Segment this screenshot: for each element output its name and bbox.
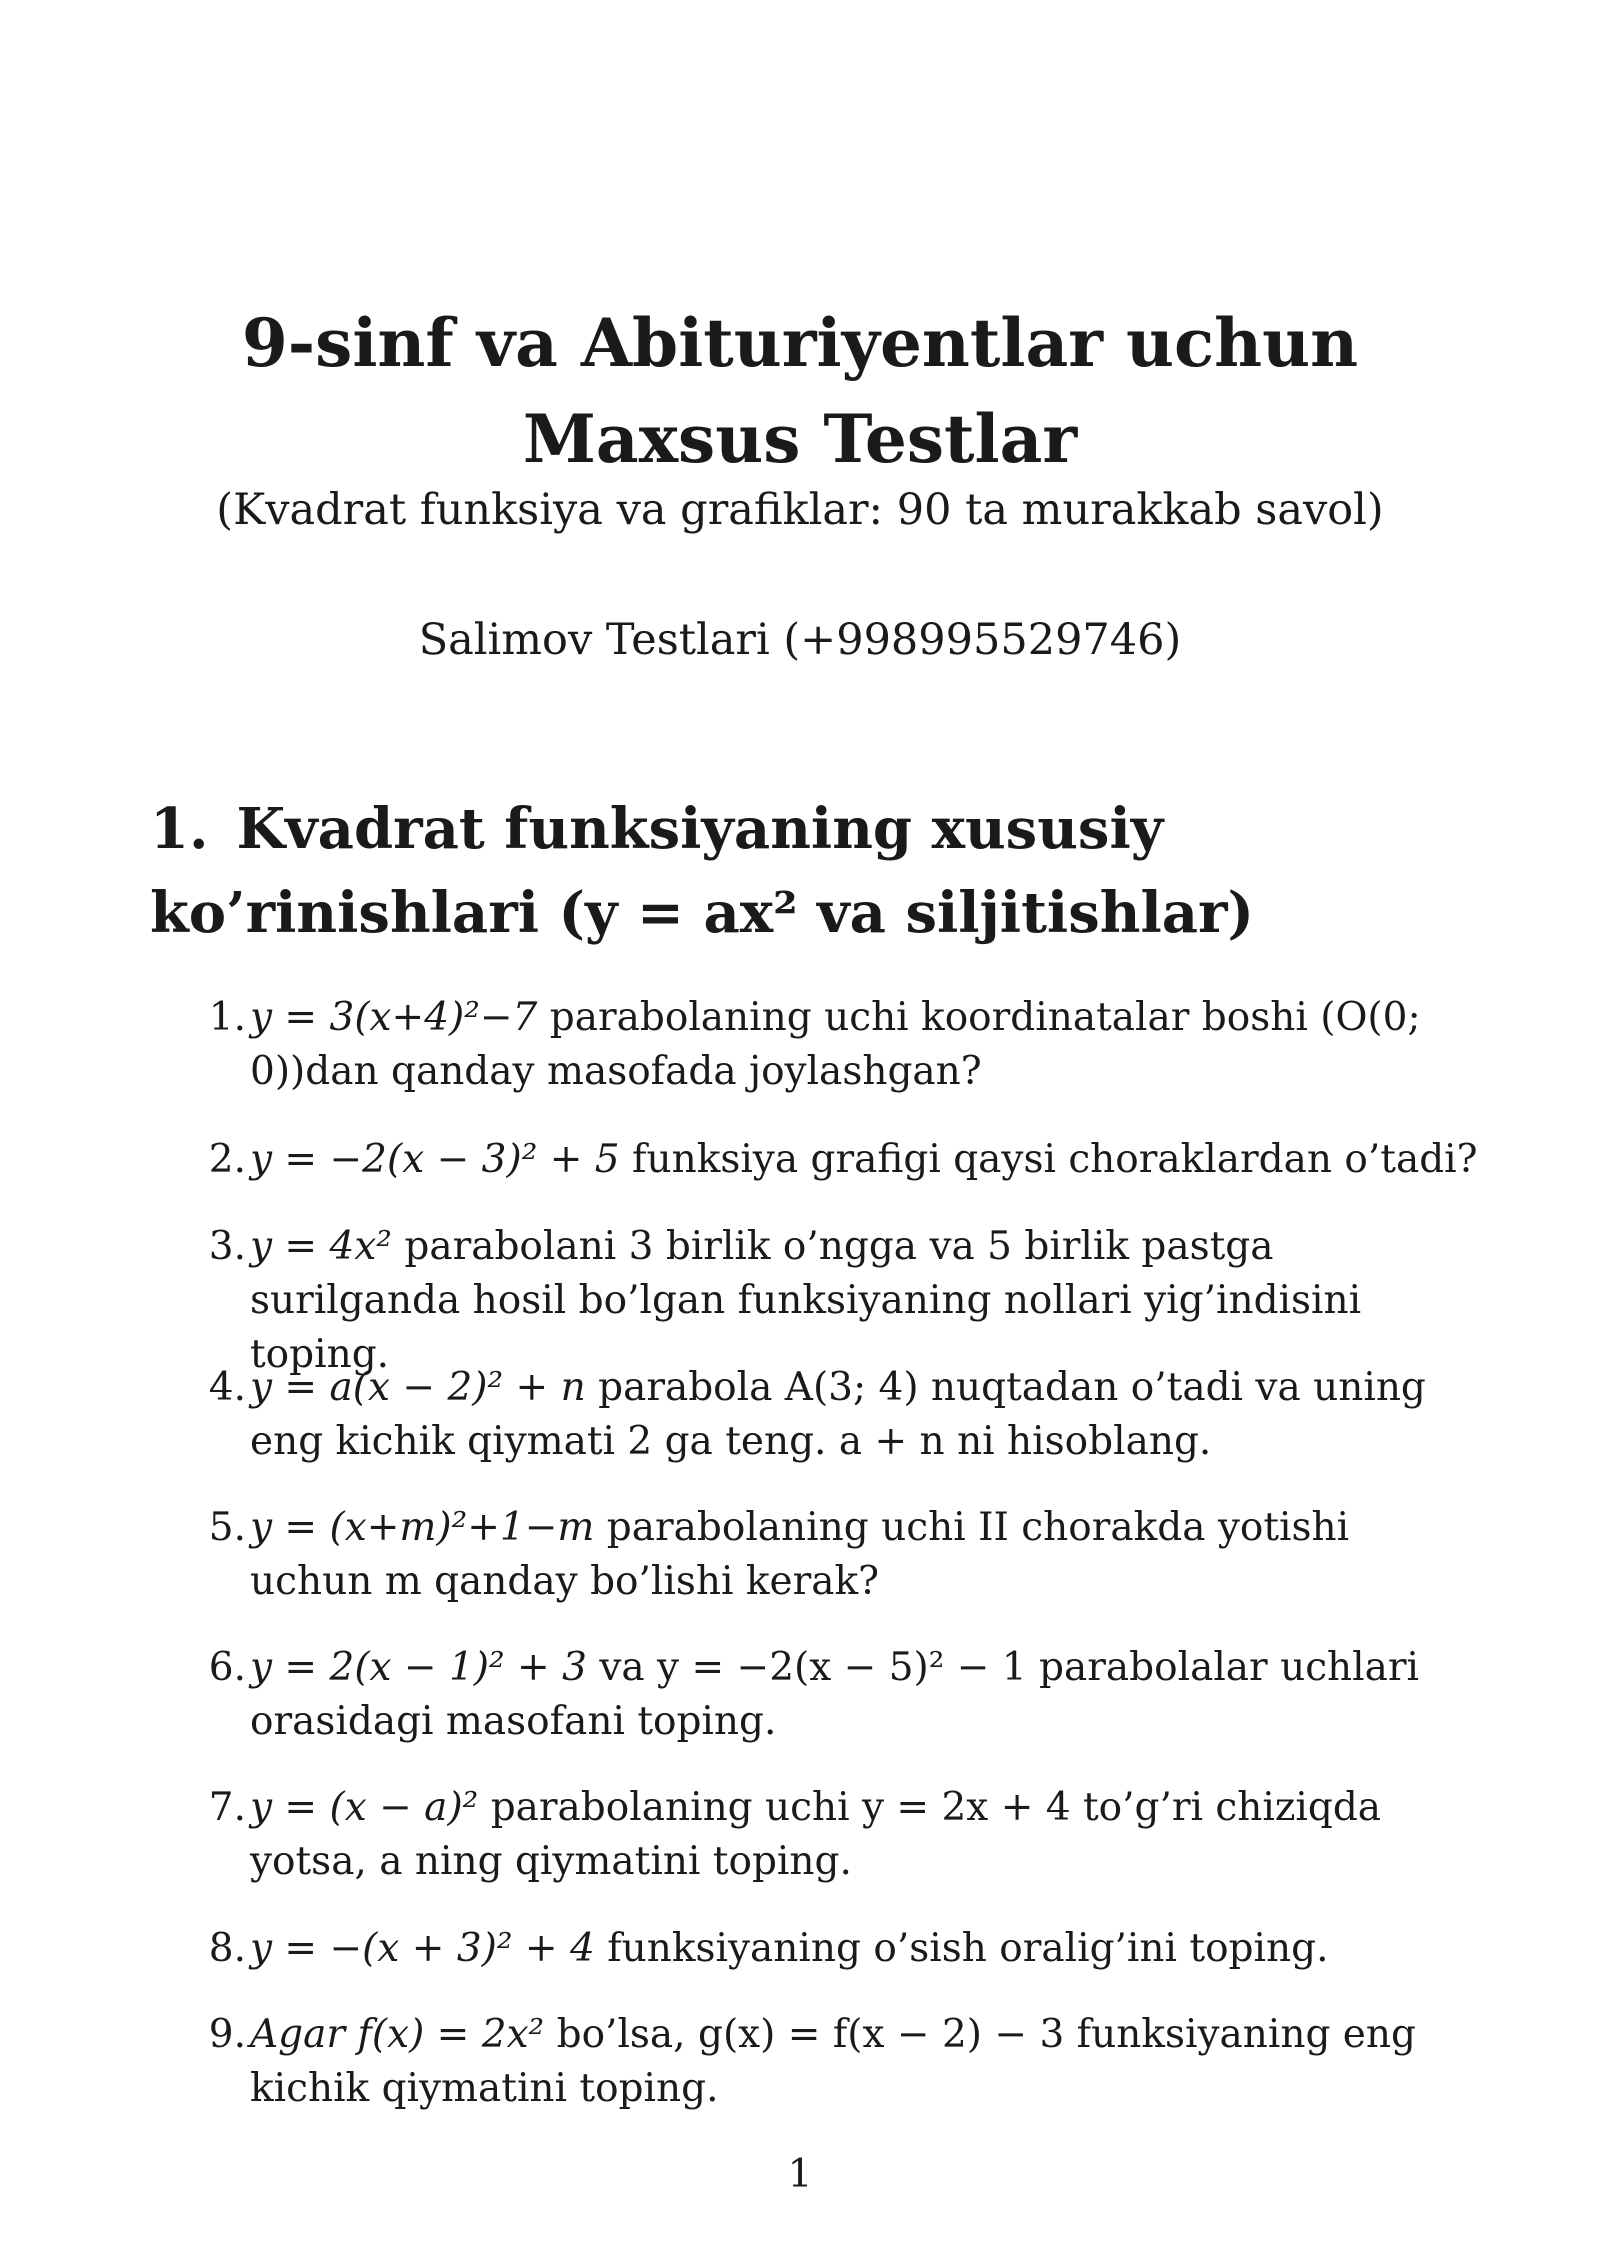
question-body: bo’lsa, g(x) = f(x − 2) − 3 funksiyaning eng kichik qiymatini toping. [250, 2012, 1416, 2111]
question-formula: y = −(x + 3)² + 4 [250, 1926, 595, 1971]
question-text [250, 2008, 1480, 2116]
question-number: 8. [208, 1926, 246, 1971]
section-number: 1. [150, 796, 209, 862]
question-item [190, 1501, 1480, 1609]
question-item [190, 1220, 1480, 1382]
question-body: parabolaning uchi II chorakda yotishi uchun m qanday bo’lishi kerak? [250, 1505, 1350, 1604]
question-text [250, 1641, 1480, 1749]
question-formula: y = a(x − 2)² + n [250, 1365, 586, 1410]
question-text [250, 1501, 1480, 1609]
question-item [190, 1361, 1480, 1469]
question-item [190, 1133, 1480, 1187]
question-number: 3. [208, 1224, 246, 1269]
question-formula: y = 3(x+4)²−7 [250, 995, 538, 1040]
question-body: parabola A(3; 4) nuqtadan o’tadi va uning eng kichik qiymati 2 ga teng. a + n ni hisoblang. [250, 1365, 1426, 1464]
question-text [250, 1133, 1480, 1187]
question-text [250, 1922, 1480, 1976]
question-number: 9. [208, 2012, 246, 2057]
page-number: 1 [787, 2152, 813, 2197]
section-heading [150, 787, 1470, 955]
question-item [190, 1781, 1480, 1889]
question-body: parabolaning uchi koordinatalar boshi (O(0; 0))dan qanday masofada joylashgan? [250, 995, 1421, 1094]
question-item [190, 2008, 1480, 2116]
question-number: 4. [208, 1365, 246, 1410]
document-title: 9-sinf va Abituriyentlar uchun Maxsus Testlar [241, 304, 1359, 478]
question-text [250, 1220, 1480, 1382]
question-formula: y = 4x² [250, 1224, 392, 1269]
author-line: Salimov Testlari (+998995529746) [418, 615, 1182, 665]
question-item [190, 1922, 1480, 1976]
question-text [250, 991, 1480, 1099]
question-formula: y = (x − a)² [250, 1785, 479, 1830]
section-title: Kvadrat funksiyaning xususiy ko’rinishlari (y = ax² va siljitishlar) [150, 796, 1255, 946]
question-number: 2. [208, 1137, 246, 1182]
question-body: parabolaning uchi y = 2x + 4 to’g’ri chiziqda yotsa, a ning qiymatini toping. [250, 1785, 1382, 1884]
question-text [250, 1781, 1480, 1889]
question-item [190, 1641, 1480, 1749]
question-formula: Agar f(x) = 2x² [250, 2012, 545, 2057]
question-number: 7. [208, 1785, 246, 1830]
question-formula: y = (x+m)²+1−m [250, 1505, 595, 1550]
question-body: va y = −2(x − 5)² − 1 parabolalar uchlari orasidagi masofani toping. [250, 1645, 1420, 1744]
question-text [250, 1361, 1480, 1469]
question-item [190, 991, 1480, 1099]
question-number: 5. [208, 1505, 246, 1550]
question-body: parabolani 3 birlik o’ngga va 5 birlik pastga surilganda hosil bo’lgan funksiyaning nollari yig’indisini toping. [250, 1224, 1362, 1377]
question-body: funksiya grafigi qaysi choraklardan o’tadi? [619, 1137, 1478, 1182]
question-body: funksiyaning o’sish oralig’ini toping. [594, 1926, 1329, 1971]
question-number: 1. [208, 995, 246, 1040]
question-number: 6. [208, 1645, 246, 1690]
question-formula: y = 2(x − 1)² + 3 [250, 1645, 587, 1690]
question-formula: y = −2(x − 3)² + 5 [250, 1137, 620, 1182]
document-subtitle: (Kvadrat funksiya va grafiklar: 90 ta murakkab savol) [216, 485, 1384, 535]
